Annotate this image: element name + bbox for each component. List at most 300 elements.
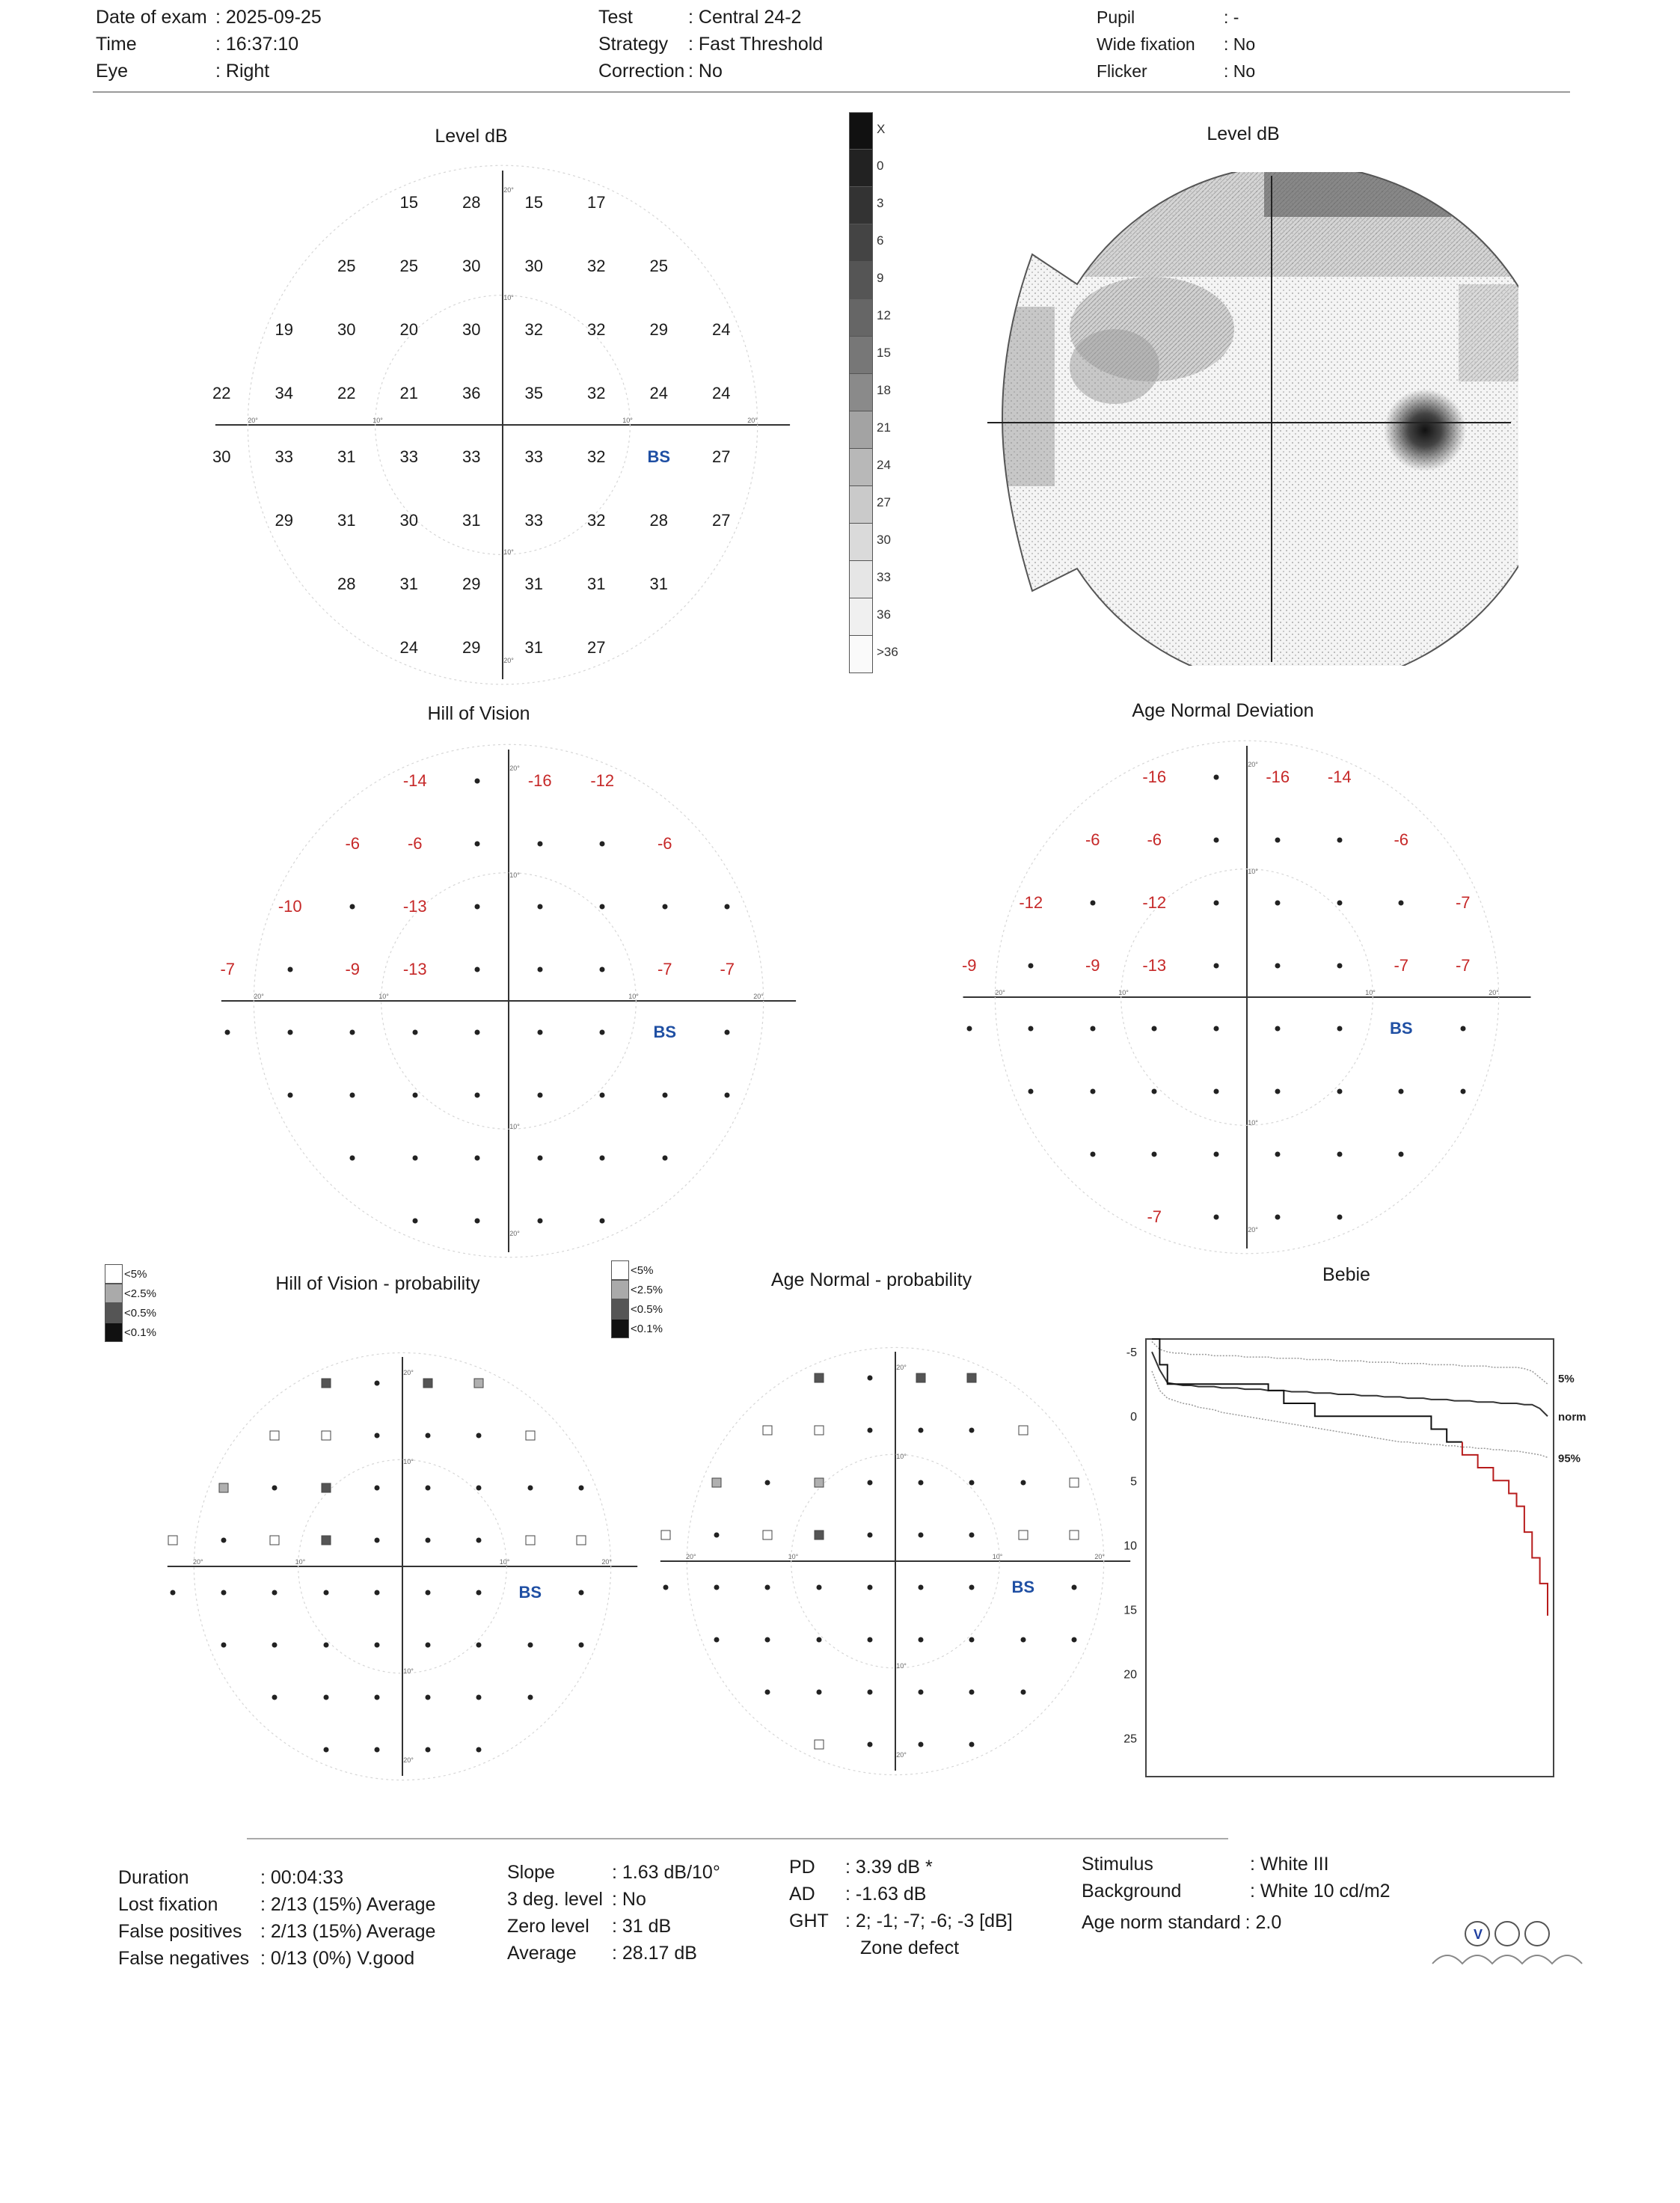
axis-tick-label: 10° [509,1123,520,1130]
curve-label: 5% [1558,1373,1575,1386]
normal-point-dot [919,1742,924,1747]
probability-legend-age [611,1260,663,1338]
normal-point-dot [1213,1152,1218,1157]
grayscale-step-label: 30 [877,533,891,547]
footer-row [1082,1851,1391,1878]
threshold-value: 33 [275,447,293,466]
threshold-value: 29 [462,574,481,593]
blind-spot-label: BS [518,1583,542,1602]
probability-legend-hill [105,1264,156,1342]
grayscale-step-label: 15 [877,346,891,360]
normal-point-dot [714,1585,719,1590]
probability-square [660,1531,670,1540]
threshold-value: 33 [399,447,418,466]
wide-fixation-label: Wide fixation [1097,34,1195,54]
footer-col-slope [507,1859,720,1967]
legend-label: <2.5% [631,1283,663,1296]
normal-point-dot [867,1690,872,1695]
deviation-value: -7 [657,960,672,978]
normal-point-dot [1337,838,1342,843]
grayscale-step-label: 6 [877,233,884,248]
axis-tick-label: 10° [1248,1119,1258,1127]
normal-point-dot [1337,963,1342,969]
deviation-value: -6 [345,834,361,853]
field-map-body [980,172,1518,666]
normal-point-dot [867,1428,872,1433]
deviation-value: -7 [720,960,735,978]
normal-point-dot [714,1533,719,1538]
strategy-value: : Fast Threshold [688,34,824,55]
probability-square [916,1373,926,1383]
eye-label: Eye [96,61,129,82]
normal-point-dot [969,1533,975,1538]
normal-point-dot [1337,1089,1342,1094]
normal-point-dot [765,1690,770,1695]
footer-label: Slope [507,1862,555,1883]
normal-point-dot [1275,838,1281,843]
threshold-value: 33 [524,447,543,466]
footer-value: : White III [1250,1854,1329,1875]
axis-tick-label: 20° [403,1756,414,1764]
deviation-value: -9 [345,960,361,978]
footer-row [118,1891,435,1918]
threshold-value: 36 [462,383,481,402]
deviation-value: -12 [590,771,615,790]
normal-point-dot [919,1690,924,1695]
footer-label: AD [789,1884,815,1905]
normal-point-dot [1275,1089,1281,1094]
footer-value: : White 10 cd/m2 [1250,1881,1391,1902]
normal-point-dot [969,1690,975,1695]
pupil-value: : - [1224,7,1239,27]
grayscale-step [849,636,898,673]
legend-item [611,1260,663,1280]
threshold-value: 24 [649,383,668,402]
grayscale-step [849,449,891,486]
threshold-value: 30 [462,256,481,275]
pupil-label: Pupil [1097,7,1135,27]
normal-point-dot [663,1585,668,1590]
threshold-value: 20 [399,319,418,339]
threshold-value: 30 [212,447,231,466]
footer-col-test-reliability [118,1864,435,1972]
probability-square [814,1740,824,1750]
axis-tick-label: 20° [1248,1225,1258,1234]
y-tick-label: 5 [1130,1475,1137,1489]
title-hill-probability: Hill of Vision - probability [275,1273,480,1294]
threshold-value: 33 [524,510,543,530]
normal-point-dot [1213,1026,1218,1032]
deviation-value: -6 [1085,830,1100,849]
normal-point-dot [1337,1152,1342,1157]
threshold-value: 29 [275,510,293,530]
normal-point-dot [1337,1215,1342,1220]
grayscale-step [849,187,884,224]
footer-value: : 28.17 dB [612,1943,697,1964]
normal-point-dot [1213,775,1218,780]
footer-value: : 00:04:33 [260,1867,344,1888]
probability-square [814,1426,824,1436]
axis-tick-label: 20° [248,417,258,424]
grayscale-step-label: 21 [877,420,891,435]
deviation-value: -14 [1327,767,1352,786]
threshold-value: 25 [399,256,418,275]
y-tick-label: 20 [1123,1668,1137,1682]
probability-square [1018,1426,1028,1436]
chart-frame [1146,1339,1554,1777]
footer-label: False positives [118,1921,242,1942]
legend-label: <2.5% [124,1287,156,1300]
grayscale-step-label: 24 [877,458,891,472]
blind-spot-label: BS [1389,1019,1413,1038]
flicker-value: : No [1224,61,1256,81]
grayscale-step [849,374,891,411]
footer-label: Average [507,1943,577,1964]
footer-row [507,1859,720,1886]
footer-value: : No [612,1889,646,1910]
grayscale-scale [849,112,898,673]
legend-label: <0.1% [124,1326,156,1339]
footer-label [789,1934,860,1961]
deviation-value: -12 [1142,893,1167,912]
legend-swatch [105,1264,123,1284]
legend-swatch [105,1303,123,1323]
svg-text:V: V [1474,1927,1483,1942]
footer-label: Age norm standard [1082,1912,1241,1933]
threshold-value: 32 [587,447,606,466]
threshold-value: 32 [587,256,606,275]
curve-label: norm [1558,1411,1587,1424]
axis-tick-label: 20° [896,1751,907,1759]
threshold-value: 24 [399,637,418,657]
grayscale-step-label: 36 [877,607,891,622]
footer-col-stimulus [1082,1851,1391,1936]
threshold-value: 30 [337,319,356,339]
threshold-value: 30 [399,510,418,530]
footer-row [789,1881,1013,1908]
correction-value: : No [688,61,723,82]
eye-value: : Right [215,61,270,82]
grayscale-step-label: 18 [877,383,891,397]
axis-tick-label: 10° [622,417,633,424]
normal-point-dot [919,1637,924,1643]
normal-point-dot [1020,1480,1026,1486]
threshold-value: 28 [462,192,481,212]
probability-square [763,1426,773,1436]
time-value: : 16:37:10 [215,34,299,55]
axis-tick-label: 10° [503,548,514,556]
normal-point-dot [969,1585,975,1590]
axis-tick-label: 20° [503,186,514,194]
normal-point-dot [1072,1585,1077,1590]
y-tick-label: 15 [1123,1604,1137,1617]
grayscale-step [849,337,891,374]
footer-label: Lost fixation [118,1894,218,1915]
deviation-value: -13 [1142,956,1167,975]
y-tick-label: 10 [1123,1539,1137,1553]
legend-item [611,1319,663,1338]
grayscale-step [849,486,891,524]
axis-tick-label: 10° [509,871,520,879]
axis-tick-label: 10° [896,1453,907,1460]
normal-point-dot [1399,1152,1404,1157]
footer-value: : 2/13 (15%) Average [260,1894,436,1915]
threshold-value: 29 [462,637,481,657]
footer-row [118,1945,435,1972]
grayscale-step-label: X [877,122,886,136]
title-age-probability: Age Normal - probability [770,1269,972,1290]
grayscale-step-label: 27 [877,495,891,509]
normal-point-dot [1275,1152,1281,1157]
axis-tick-label: 20° [1489,989,1499,996]
footer-value: : 2; -1; -7; -6; -3 [dB] [845,1911,1013,1931]
footer-row [789,1908,1013,1934]
axis-tick-label: 10° [503,294,514,301]
y-tick-label: -5 [1126,1346,1137,1360]
threshold-value: 31 [524,637,543,657]
footer-value: : -1.63 dB [845,1884,927,1905]
legend-label: <0.5% [631,1302,663,1316]
threshold-value: 15 [399,192,418,212]
normal-point-dot [765,1637,770,1643]
footer-col-deviation [789,1854,1013,1961]
probability-square [711,1478,721,1488]
normal-point-dot [765,1480,770,1486]
normal-point-dot [1399,901,1404,906]
y-tick-label: 0 [1130,1411,1137,1424]
footer-row [1082,1878,1391,1905]
threshold-value: 31 [524,574,543,593]
axis-tick-label: 10° [499,1558,510,1566]
title-hill-of-vision: Hill of Vision [427,703,530,724]
threshold-value: 24 [712,319,731,339]
normal-point-dot [919,1533,924,1538]
wide-fixation-value: : No [1224,34,1256,54]
axis-tick-label: 20° [995,989,1005,996]
legend-label: <5% [124,1267,147,1281]
threshold-value: 31 [337,447,356,466]
footer-row [507,1913,720,1940]
deviation-value: -13 [402,897,427,916]
deviation-value: -16 [1142,767,1167,786]
threshold-value: 32 [587,319,606,339]
axis-tick-label: 20° [403,1369,414,1376]
deviation-value: -16 [527,771,552,790]
normal-point-dot [969,1637,975,1643]
grayscale-step [849,561,891,598]
normal-point-dot [1275,963,1281,969]
threshold-value: 19 [275,319,293,339]
threshold-value: 25 [337,256,356,275]
normal-point-dot [867,1742,872,1747]
deviation-value: -9 [961,956,977,975]
grayscale-step [849,262,884,299]
deviation-value: -6 [1394,830,1409,849]
grayscale-step-label: 0 [877,159,884,173]
axis-tick-label: 10° [378,993,389,1000]
normal-point-dot [1337,901,1342,906]
threshold-value: 34 [275,383,293,402]
footer-label: 3 deg. level [507,1889,603,1910]
patient-curve-defect [1462,1442,1548,1616]
axis-tick-label: 20° [1248,761,1258,769]
footer-label: Duration [118,1867,189,1888]
correction-label: Correction [598,61,685,82]
deviation-value: -7 [220,960,236,978]
grayscale-step-label: 12 [877,308,891,322]
footer-row [507,1886,720,1913]
test-value: : Central 24-2 [688,7,802,28]
normal-point-dot [919,1480,924,1486]
legend-item [105,1323,156,1342]
deviation-value: -10 [278,897,302,916]
threshold-value: 30 [524,256,543,275]
footer-row [118,1864,435,1891]
legend-item [611,1299,663,1319]
normal-point-dot [1213,1089,1218,1094]
normal-point-dot [1213,963,1218,969]
normal-point-dot [969,1428,975,1433]
date-value: : 2025-09-25 [215,7,322,28]
grayscale-step [849,411,891,449]
normal-point-dot [867,1376,872,1381]
legend-label: <0.1% [631,1322,663,1335]
threshold-value: 29 [649,319,668,339]
deviation-value: -13 [402,960,427,978]
normal-point-dot [969,1480,975,1486]
probability-square [814,1531,824,1540]
legend-item [105,1264,156,1284]
normal-point-dot [1460,1089,1465,1094]
axis-tick-label: 10° [373,417,383,424]
blind-spot-label: BS [647,447,671,466]
normal-point-dot [1213,1215,1218,1220]
legend-swatch [611,1319,629,1338]
threshold-value: 32 [524,319,543,339]
test-label: Test [598,7,633,28]
legend-label: <0.5% [124,1306,156,1320]
threshold-value: 31 [399,574,418,593]
grayscale-step [849,524,891,561]
footer-label: False negatives [118,1948,250,1969]
normal-point-dot [1275,901,1281,906]
grayscale-step-label: 33 [877,570,891,584]
footer-row [789,1934,1013,1961]
normal-point-dot [765,1585,770,1590]
grayscale-step [849,150,884,187]
threshold-value: 35 [524,383,543,402]
legend-swatch [611,1260,629,1280]
curve-label: 95% [1558,1452,1581,1465]
normal-point-dot [1399,1089,1404,1094]
axis-tick-label: 20° [747,417,758,424]
deviation-value: -6 [407,834,423,853]
grayscale-step-label: >36 [877,645,898,659]
title-age-normal-deviation: Age Normal Deviation [1132,700,1314,721]
probability-square [763,1531,773,1540]
normal-point-dot [816,1585,821,1590]
axis-tick-label: 10° [628,993,639,1000]
threshold-value: 15 [524,192,543,212]
deviation-value: -7 [1147,1207,1162,1226]
threshold-value: 31 [337,510,356,530]
normal-point-dot [867,1585,872,1590]
axis-tick-label: 20° [509,1229,520,1237]
title-level-db-left: Level dB [435,126,508,147]
footer-divider [247,1838,1228,1839]
threshold-value: 27 [587,637,606,657]
normal-point-dot [1275,1026,1281,1032]
legend-label: <5% [631,1263,654,1277]
deviation-value: -16 [1266,767,1290,786]
normal-point-dot [919,1585,924,1590]
footer-label: Zero level [507,1916,589,1937]
normal-point-dot [867,1480,872,1486]
probability-square [814,1373,824,1383]
threshold-value: 27 [712,447,731,466]
legend-swatch [105,1284,123,1303]
axis-tick-label: 10° [1365,989,1376,996]
flicker-label: Flicker [1097,61,1147,81]
deviation-value: -7 [1394,956,1409,975]
grayscale-step [849,598,891,636]
axis-tick-label: 20° [753,993,764,1000]
normal-point-dot [969,1742,975,1747]
grayscale-step [849,112,886,150]
footer-label: Background [1082,1881,1182,1902]
legend-swatch [611,1299,629,1319]
device-logo-stamp [1425,1919,1597,1971]
deviation-value: -6 [657,834,672,853]
y-tick-label: 25 [1123,1732,1137,1746]
date-label: Date of exam [96,7,207,28]
blind-spot-label: BS [1011,1578,1035,1596]
axis-tick-label: 20° [254,993,264,1000]
axis-tick-label: 10° [992,1553,1003,1560]
bebie-curve-chart [1107,1332,1601,1795]
threshold-value: 30 [462,319,481,339]
footer-value: : 31 dB [612,1916,672,1937]
threshold-value: 28 [337,574,356,593]
axis-tick-label: 20° [503,656,514,664]
series-5-percent-line [1152,1341,1548,1384]
axis-tick-label: 20° [896,1364,907,1371]
normal-point-dot [919,1428,924,1433]
threshold-value: 22 [212,383,231,402]
footer-value: : 2.0 [1245,1912,1282,1933]
legend-item [105,1284,156,1303]
axis-tick-label: 10° [1248,868,1258,875]
normal-point-dot [816,1690,821,1695]
threshold-value: 27 [712,510,731,530]
title-level-db-right: Level dB [1207,123,1280,144]
threshold-value: 33 [462,447,481,466]
axis-tick-label: 10° [788,1553,799,1560]
deviation-value: -14 [402,771,427,790]
deviation-value: -7 [1455,956,1471,975]
threshold-value: 32 [587,383,606,402]
footer-row [789,1854,1013,1881]
axis-tick-label: 20° [685,1553,696,1560]
threshold-value: 25 [649,256,668,275]
footer-value: : 2/13 (15%) Average [260,1921,436,1942]
blind-spot-label: BS [653,1023,677,1041]
axis-tick-label: 20° [601,1558,612,1566]
threshold-value: 31 [462,510,481,530]
normal-point-dot [1020,1690,1026,1695]
normal-point-dot [1072,1637,1077,1643]
footer-label: PD [789,1857,815,1878]
